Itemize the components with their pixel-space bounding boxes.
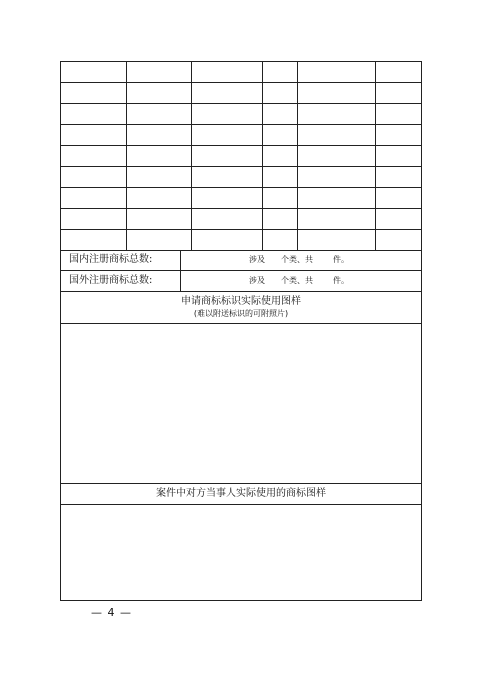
- table-cell: [263, 62, 298, 83]
- table-cell: [298, 209, 376, 230]
- table-cell: [298, 83, 376, 104]
- table-cell: [192, 209, 264, 230]
- table-cell: [192, 62, 264, 83]
- table-cell: [263, 125, 298, 146]
- table-cell: [263, 167, 298, 188]
- table-row: [60, 83, 422, 104]
- opponent-sample-title: 案件中对方当事人实际使用的商标图样: [156, 488, 326, 499]
- table-cell: [298, 125, 376, 146]
- table-cell: [298, 62, 376, 83]
- table-cell: [298, 188, 376, 209]
- table-cell: [263, 146, 298, 167]
- table-cell: [298, 230, 376, 251]
- table-cell: [127, 125, 192, 146]
- domestic-items-text: 件。: [333, 255, 349, 264]
- table-cell: [192, 167, 264, 188]
- table-cell: [376, 209, 422, 230]
- table-cell: [192, 188, 264, 209]
- table-cell: [127, 83, 192, 104]
- table-cell: [192, 230, 264, 251]
- table-cell: [61, 125, 127, 146]
- table-cell: [298, 104, 376, 125]
- applicant-sample-area: [60, 324, 422, 484]
- table-cell: [376, 167, 422, 188]
- table-cell: [376, 125, 422, 146]
- table-row: [60, 209, 422, 230]
- table-cell: [61, 104, 127, 125]
- table-cell: [61, 209, 127, 230]
- table-cell: [263, 188, 298, 209]
- table-cell: [61, 167, 127, 188]
- table-row: [60, 188, 422, 209]
- table-cell: [376, 230, 422, 251]
- table-cell: [192, 83, 264, 104]
- table-row: [60, 230, 422, 251]
- table-cell: [192, 125, 264, 146]
- table-cell: [61, 146, 127, 167]
- table-cell: [298, 167, 376, 188]
- foreign-total-label: 国外注册商标总数:: [61, 271, 181, 291]
- table-cell: [127, 188, 192, 209]
- table-cell: [298, 146, 376, 167]
- table-cell: [127, 209, 192, 230]
- domestic-involve-text: 涉及: [249, 255, 265, 264]
- foreign-total-value: [181, 271, 421, 291]
- opponent-sample-area: [60, 505, 422, 601]
- domestic-total-row: [60, 250, 422, 271]
- table-cell: [127, 62, 192, 83]
- table-cell: [192, 146, 264, 167]
- foreign-classes-text: 个类、共: [281, 276, 313, 285]
- foreign-total-row: [60, 271, 422, 292]
- trademark-list-table: [60, 61, 422, 251]
- table-cell: [61, 83, 127, 104]
- domestic-total-label: 国内注册商标总数:: [61, 250, 181, 270]
- table-cell: [192, 104, 264, 125]
- table-cell: [263, 104, 298, 125]
- table-row: [60, 125, 422, 146]
- table-cell: [376, 62, 422, 83]
- table-row: [60, 146, 422, 167]
- table-cell: [376, 104, 422, 125]
- applicant-sample-note: (难以附送标识的可附照片): [193, 309, 289, 318]
- table-cell: [61, 230, 127, 251]
- table-cell: [376, 83, 422, 104]
- table-cell: [376, 188, 422, 209]
- table-cell: [376, 146, 422, 167]
- table-row: [60, 167, 422, 188]
- table-cell: [61, 188, 127, 209]
- domestic-total-value: [181, 250, 421, 270]
- table-cell: [61, 62, 127, 83]
- applicant-sample-title: 申请商标标识实际使用图样: [181, 296, 301, 307]
- table-row: [60, 104, 422, 125]
- table-cell: [263, 209, 298, 230]
- table-cell: [127, 146, 192, 167]
- page-number: — 4 —: [91, 606, 132, 619]
- table-cell: [127, 104, 192, 125]
- table-cell: [127, 167, 192, 188]
- table-row: [60, 61, 422, 83]
- table-cell: [127, 230, 192, 251]
- table-cell: [263, 230, 298, 251]
- applicant-sample-header: [60, 292, 422, 324]
- foreign-items-text: 件。: [333, 276, 349, 285]
- foreign-involve-text: 涉及: [249, 276, 265, 285]
- table-cell: [263, 83, 298, 104]
- domestic-classes-text: 个类、共: [281, 255, 313, 264]
- opponent-sample-header: [60, 484, 422, 505]
